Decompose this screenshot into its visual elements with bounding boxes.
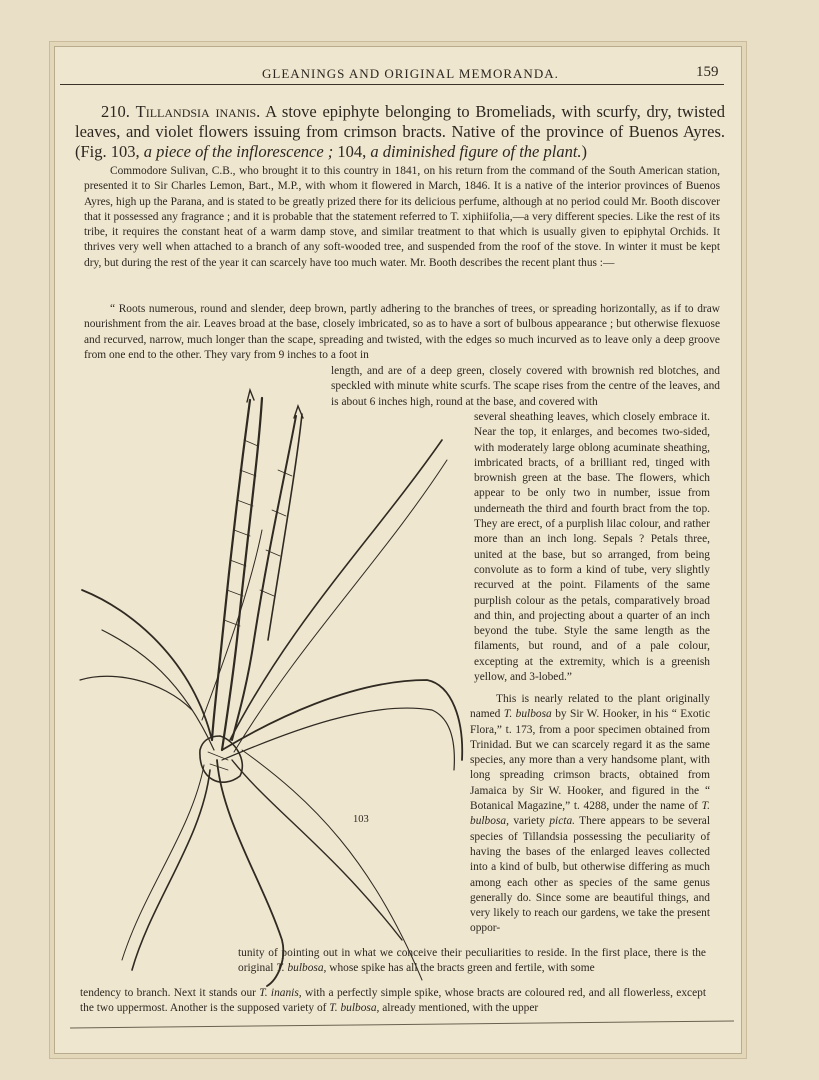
p2-col-b: by Sir W. Hooker, in his “ Exotic Flora,” t. 173, from a poor specimen obtained from Trinidad. But we can scarcely regard it as the same species, any more than a very handsome plant, with long spreading crimson bracts, obtained from Jamaica by Sir W. Hooker, and figured in the “ Botanical Magazine,” t. 4288, under the name of xyxy=(470,708,711,813)
figure-label: 103 xyxy=(353,814,369,825)
header-rule xyxy=(60,84,724,85)
quote-column xyxy=(474,410,710,685)
p2-wide-b: whose spike has all the bracts green and fertile, with some xyxy=(326,962,595,975)
picta: picta. xyxy=(549,815,575,828)
t-bulbosa-3: T. bulbosa, xyxy=(276,962,327,975)
paragraph-2-column xyxy=(470,692,710,937)
quote-full-width xyxy=(84,302,720,363)
p2-last-c: already mentioned, with the upper xyxy=(379,1002,539,1015)
quote-mid-text: length, and are of a deep green, closely covered with brownish red blotches, and speckled with minute white scurfs. The scape rises from the centre of the leaves, and is about 6 inches high, round at the base, and covered with xyxy=(331,365,720,408)
paragraph-2-last-text xyxy=(80,986,706,1017)
p2-wide-a: tunity of pointing out in what we conceive their peculiarities to reside. In the first place, there is the original xyxy=(238,947,706,975)
t-bulbosa: T. bulbosa xyxy=(503,708,552,721)
fig-open: (Fig. 103, xyxy=(75,142,140,161)
paragraph-1-text: Commodore Sulivan, C.B., who brought it to this country in 1841, on his return from the command of the South American station, presented it to Sir Charles Lemon, Bart., M.P., with whom it flowered in March, 1846. It is a native of the interior provinces of Buenos Ayres, high up the Parana, and is stated to be greatly prized there for its delicious perfume, although at no period could Mr. Booth discover that it possessed any fragrance ; and it is probable that the statement referred to T. xiphiifolia,—a very different species. Like the rest of its tribe, it requires the constant heat of a warm damp stove, and similar treatment to that which is usually given to epiphytal Orchids. It thrives very well when attached to a branch of any soft-wooded tree, and suspended from the roof of the stove. In winter it must be kept dry, but during the rest of the year it can scarcely have too much water. Mr. Booth describes the recent plant thus :— xyxy=(84,165,720,269)
running-head: GLEANINGS AND ORIGINAL MEMORANDA. xyxy=(262,66,559,81)
p2-last-b: with a perfectly simple spike, whose bracts are coloured red, and all flowerless, except the two uppermost. Another is the supposed variety of xyxy=(80,987,706,1015)
page-number: 159 xyxy=(696,64,719,80)
p2-last-a: tendency to branch. Next it stands our xyxy=(80,987,260,999)
quote-column-text: several sheathing leaves, which closely embrace it. Near the top, it enlarges, and becomes two-sided, with moderately large oblong acuminate sheathing, imbricated bracts, of a brilliant red, tinged with brownish green at the base. The flowers, which appear to be only two in number, issue from underneath the third and fourth bract from the top. They are erect, of a purplish lilac colour, and rather more than an inch long. Sepals ? Petals three, united at the base, but so arranged, from being convolute as to form a kind of tube, very slightly recurved at the point. Filaments of the same purplish colour as the petals, comparatively broad and thin, and projecting about a quarter of an inch beyond the tube. Style the same length as the filaments, but round, and of a pale colour, excepting at the extremity, which is a greenish yellow, and 3-lobed.” xyxy=(474,411,710,684)
fig-104-ref: 104, xyxy=(337,142,367,161)
fig-close: ) xyxy=(581,142,588,161)
variety-text: variety xyxy=(508,815,550,828)
fig-104-caption: a diminished figure of the plant. xyxy=(370,142,582,161)
entry-heading xyxy=(75,102,725,162)
entry-description: A stove epiphyte belonging to Bromeliads, with scurfy, dry, twisted leaves, and violet flowers issuing from crimson bracts. Native of the province of Buenos Ayres. xyxy=(75,102,725,141)
fig-103-caption: a piece of the inflorescence ; xyxy=(143,142,334,161)
entry-number: 210. xyxy=(101,102,130,121)
paragraph-2-last xyxy=(80,986,706,1017)
t-bulbosa-4: T. bulbosa, xyxy=(329,1002,380,1015)
paragraph-1 xyxy=(84,164,720,271)
quote-full-text: “ Roots numerous, round and slender, deep brown, partly adhering to the branches of trees, or spreading horizontally, as if to draw nourishment from the air. Leaves broad at the base, closely imbricated, so as to have a sort of bulbous appearance ; but otherwise flexuose and recurved, narrow, much longer than the scape, spreading and twisted, with the edges so much incurved as to leave only a deep groove from one end to the other. They vary from 9 inches to a foot in xyxy=(84,303,720,361)
t-bulbosa-2: T. bulbosa, xyxy=(470,800,710,828)
paragraph-2-column-text xyxy=(470,692,710,937)
p2-col-c: There appears to be several species of Tillandsia possessing the peculiarity of having the bases of the enlarged leaves collected into a kind of bulb, but otherwise differing as much among each other as species of the same genus generally do. Since some are beautiful things, and very likely to reach our gardens, we take the present oppor- xyxy=(470,815,710,935)
p2-col-a: This is nearly related to the plant originally named xyxy=(470,693,710,721)
tillandsia-illustration xyxy=(72,380,472,990)
entry-name: Tillandsia inanis. xyxy=(135,102,261,121)
t-inanis: T. inanis, xyxy=(259,987,302,999)
